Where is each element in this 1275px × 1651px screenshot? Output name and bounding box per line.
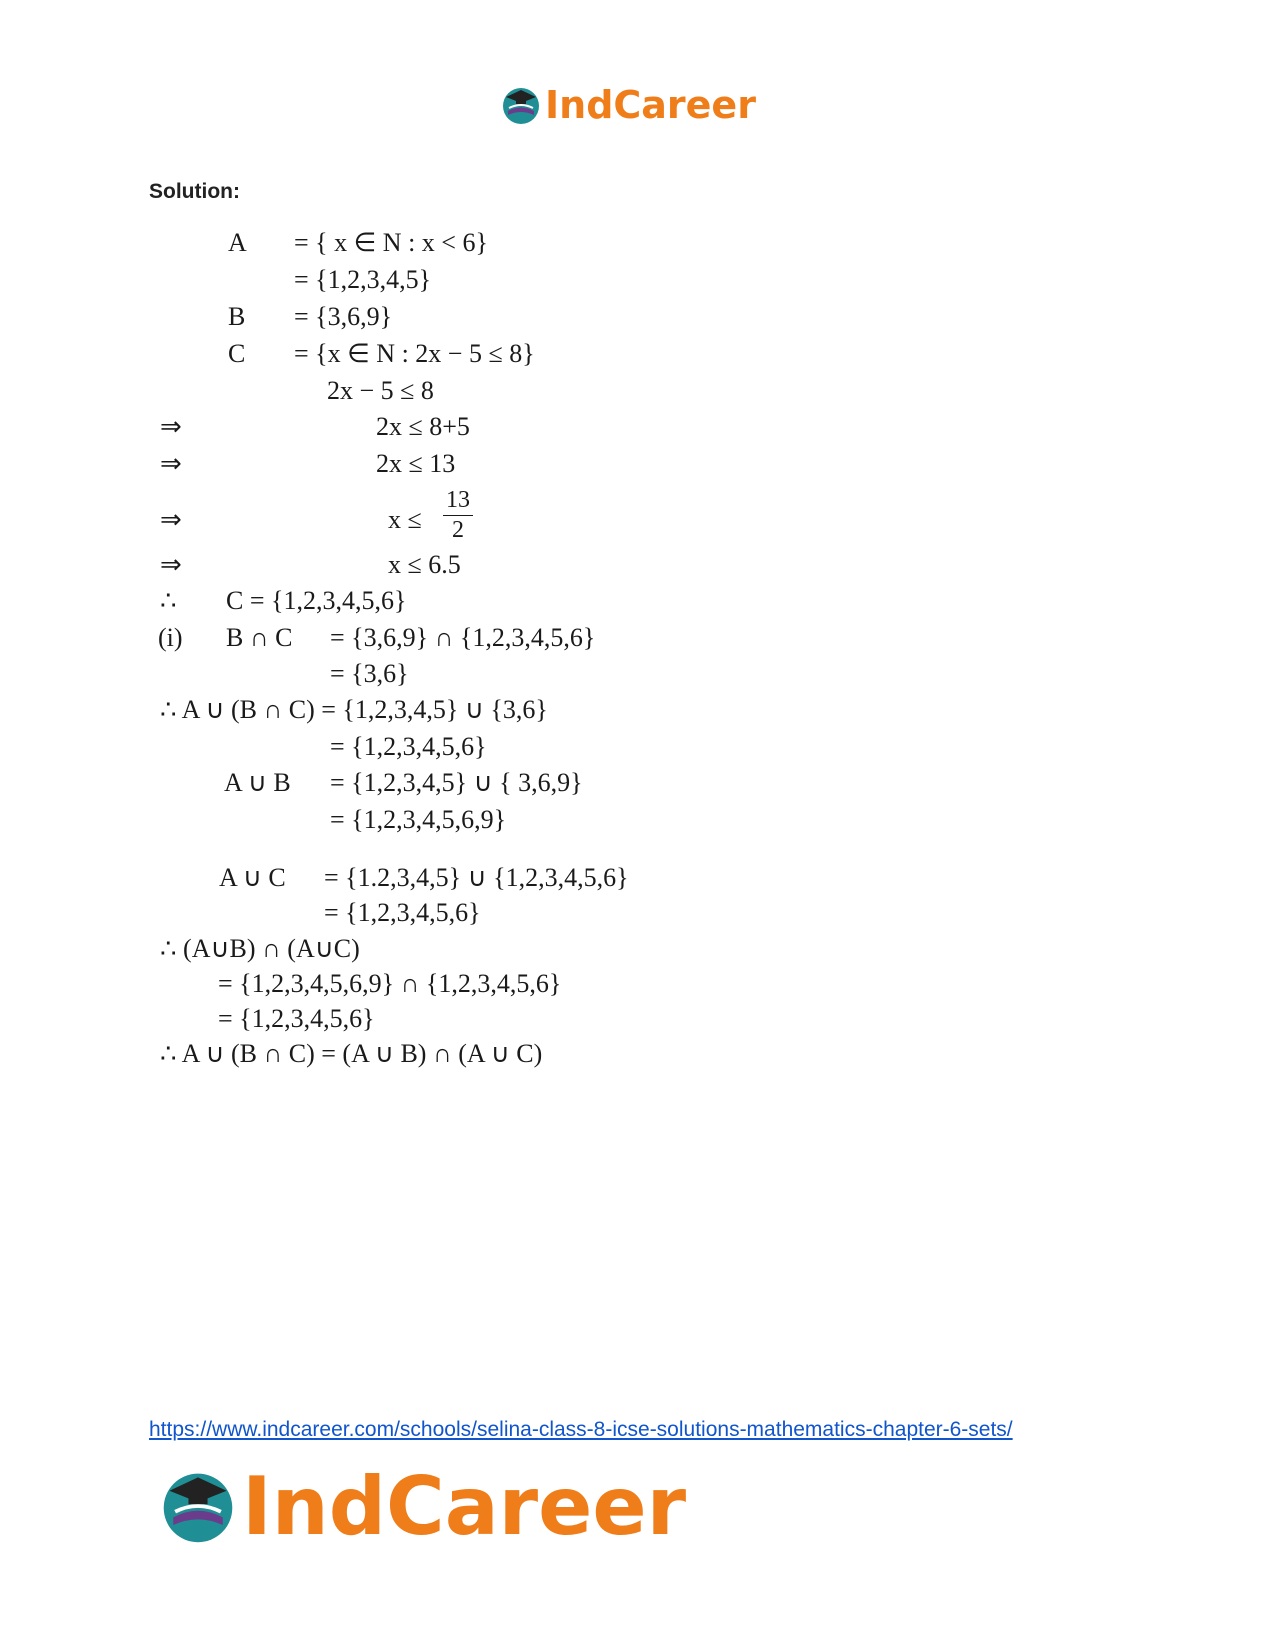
implies-symbol: ⇒	[160, 449, 182, 478]
a-union-c-label: A ∪ C	[219, 863, 286, 892]
line-c-def: = {x ∈ N : 2x − 5 ≤ 8}	[294, 339, 535, 368]
solution-heading: Solution:	[149, 180, 240, 203]
line-b-set: = {3,6,9}	[294, 302, 393, 331]
line-a-set: = {1,2,3,4,5}	[294, 265, 432, 294]
a-union-c-expr: = {1.2,3,4,5} ∪ {1,2,3,4,5,6}	[324, 863, 629, 892]
line-a-def: = { x ∈ N : x < 6}	[294, 228, 488, 257]
fraction-numerator: 13	[446, 487, 470, 513]
fraction-denominator: 2	[452, 517, 464, 544]
inequality-step-3: 2x ≤ 13	[376, 449, 456, 478]
therefore-symbol: ∴	[160, 586, 177, 615]
part-label: (i)	[158, 623, 183, 652]
implies-symbol: ⇒	[160, 550, 182, 579]
inequality-step-4-lhs: x ≤	[388, 505, 422, 534]
line-c-set: C = {1,2,3,4,5,6}	[226, 586, 407, 615]
line-a-label: A	[228, 228, 247, 257]
a-union-b-label: A ∪ B	[224, 768, 291, 797]
globe-graduation-cap-icon	[500, 84, 542, 126]
fraction	[443, 488, 473, 543]
implies-symbol: ⇒	[160, 412, 182, 441]
b-intersect-c-result: = {3,6}	[330, 659, 409, 688]
footer-logo	[158, 1458, 686, 1554]
brand-name: IndCareer	[545, 83, 756, 127]
rhs-step: = {1,2,3,4,5,6,9} ∩ {1,2,3,4,5,6}	[218, 969, 562, 998]
source-url-link[interactable]: https://www.indcareer.com/schools/selina-class-8-icse-solutions-mathematics-chapter-6-sets/	[149, 1418, 1013, 1441]
lhs-result: = {1,2,3,4,5,6}	[330, 732, 487, 761]
a-union-b-result: = {1,2,3,4,5,6,9}	[330, 805, 507, 834]
implies-symbol: ⇒	[160, 505, 182, 534]
inequality-step-2: 2x ≤ 8+5	[376, 412, 470, 441]
inequality-step-1: 2x − 5 ≤ 8	[327, 376, 434, 405]
b-intersect-c-label: B ∩ C	[226, 623, 293, 652]
conclusion: ∴ A ∪ (B ∩ C) = (A ∪ B) ∩ (A ∪ C)	[160, 1039, 543, 1068]
header-logo	[500, 80, 756, 130]
rhs-expression: ∴ (A∪B) ∩ (A∪C)	[160, 934, 360, 963]
lhs-expression: ∴ A ∪ (B ∩ C) = {1,2,3,4,5} ∪ {3,6}	[160, 695, 548, 724]
globe-graduation-cap-icon	[158, 1466, 238, 1546]
fraction-bar	[443, 515, 473, 516]
line-b-label: B	[228, 302, 246, 331]
inequality-step-5: x ≤ 6.5	[388, 550, 461, 579]
brand-name: IndCareer	[242, 1459, 687, 1553]
b-intersect-c-expr: = {3,6,9} ∩ {1,2,3,4,5,6}	[330, 623, 596, 652]
a-union-b-expr: = {1,2,3,4,5} ∪ { 3,6,9}	[330, 768, 583, 797]
rhs-result: = {1,2,3,4,5,6}	[218, 1004, 375, 1033]
a-union-c-result: = {1,2,3,4,5,6}	[324, 898, 481, 927]
line-c-label: C	[228, 339, 246, 368]
